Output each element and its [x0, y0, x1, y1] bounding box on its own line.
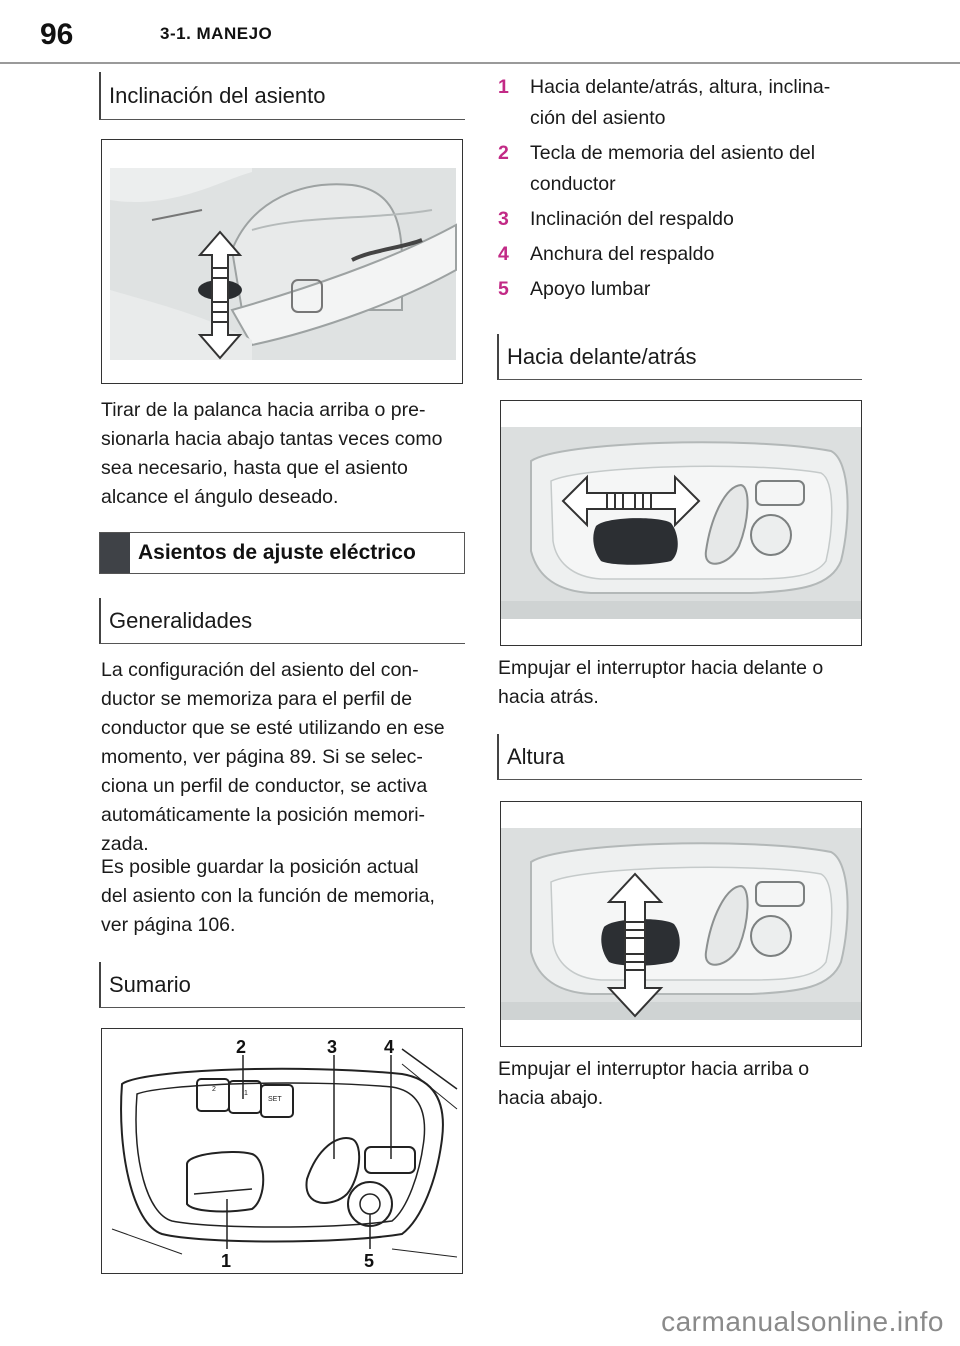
heading-altura: Altura [497, 734, 862, 780]
legend-item-4: 4 Anchura del respaldo [498, 243, 715, 265]
paragraph-generalidades-1: La configuración del asiento del con- ductor se memoriza para el perfil de conductor que se esté utilizando en ese momento, ver página 89. Si se selec- ciona un perfil de conductor, se activa automáticamente la posición memori- zada. [101, 659, 445, 855]
paragraph-hacia-delante: Empujar el interruptor hacia delante o hacia atrás. [498, 657, 824, 708]
legend-list [498, 72, 878, 309]
paragraph-inclinacion: Tirar de la palanca hacia arriba o pre- sionarla hacia abajo tantas veces como sea necesario, hasta que el asiento alcance el ángulo deseado. [101, 399, 443, 508]
section-heading-electric [99, 532, 465, 574]
callout-2: 2 [236, 1037, 247, 1057]
callout-3: 3 [327, 1037, 338, 1057]
figure-seat-height [500, 801, 862, 1047]
button-label-2: 2 [212, 1086, 216, 1093]
figure-seat-tilt [101, 139, 463, 384]
callout-4: 4 [384, 1037, 395, 1057]
button-label-set: SET [268, 1096, 282, 1103]
heading-sumario: Sumario [99, 962, 465, 1008]
header-rule [0, 62, 960, 64]
callout-5: 5 [364, 1251, 375, 1271]
legend-item-5: 5 Apoyo lumbar [498, 278, 651, 300]
legend-item-1: 1 Hacia delante/atrás, altura, inclina- ción del asiento [498, 76, 831, 129]
heading-hacia-delante: Hacia delante/atrás [497, 334, 862, 380]
figure-seat-controls-overview [101, 1028, 463, 1274]
paragraph-generalidades-2: Es posible guardar la posición actual del asiento con la función de memoria, ver página 106. [101, 856, 435, 936]
legend-item-3: 3 Inclinación del respaldo [498, 208, 734, 230]
heading-generalidades: Generalidades [99, 598, 465, 644]
callout-1: 1 [221, 1251, 232, 1271]
heading-electric-text: Asientos de ajuste eléctrico [138, 541, 416, 564]
heading-inclinacion: Inclinación del asiento [99, 72, 465, 120]
chapter-title: 3-1. MANEJO [160, 24, 273, 43]
page-number: 96 [40, 18, 74, 51]
legend-item-2: 2 Tecla de memoria del asiento del conductor [498, 142, 816, 195]
figure-seat-forward-back [500, 400, 862, 646]
heading-bar [100, 533, 130, 573]
button-label-1: 1 [244, 1090, 248, 1097]
watermark: carmanualsonline.info [661, 1306, 944, 1337]
paragraph-altura: Empujar el interruptor hacia arriba o hacia abajo. [498, 1058, 810, 1109]
